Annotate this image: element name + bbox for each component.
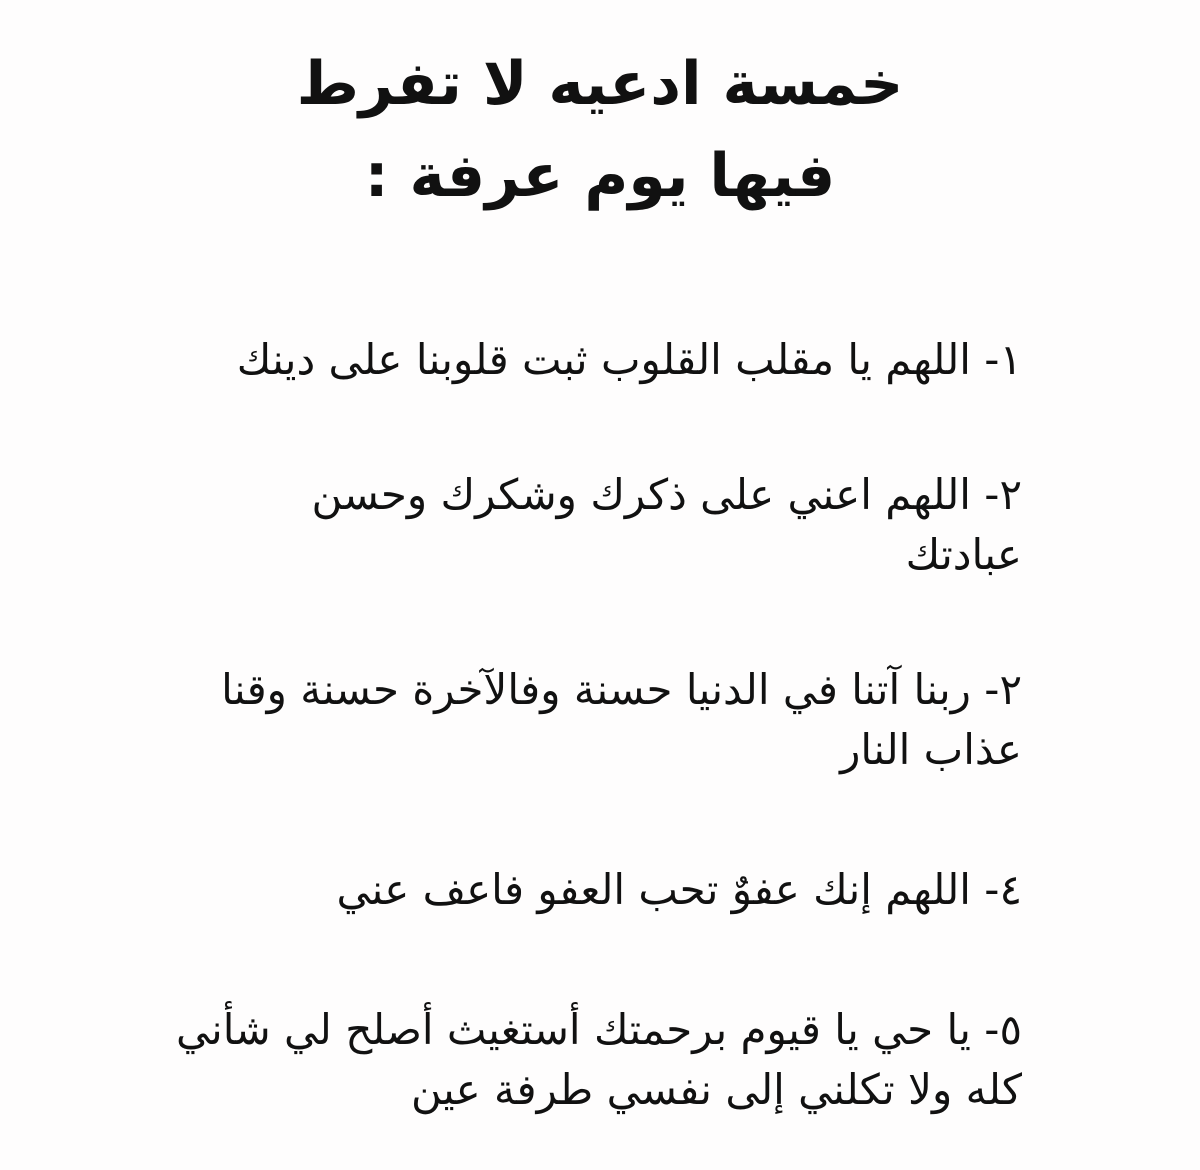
dua-item-1: ١- اللهم يا مقلب القلوب ثبت قلوبنا على دينك: [236, 335, 1022, 384]
title-line-1: خمسة ادعيه لا تفرط: [296, 49, 904, 119]
dua-item-5: ٥- يا حي يا قيوم برحمتك أستغيث أصلح لي شأني كله ولا تكلني إلى نفسي طرفة عين: [176, 1005, 1022, 1114]
title-line-2: فيها يوم عرفة :: [364, 141, 836, 211]
dua-item-4: ٤- اللهم إنك عفوٌ تحب العفو فاعف عني: [336, 865, 1022, 914]
page-title: [200, 38, 1000, 222]
dua-item-2: ٢- اللهم اعني على ذكرك وشكرك وحسن عبادتك: [311, 470, 1022, 579]
dua-item-3: ٢- ربنا آتنا في الدنيا حسنة وفالآخرة حسنة وقنا عذاب النار: [221, 665, 1022, 774]
